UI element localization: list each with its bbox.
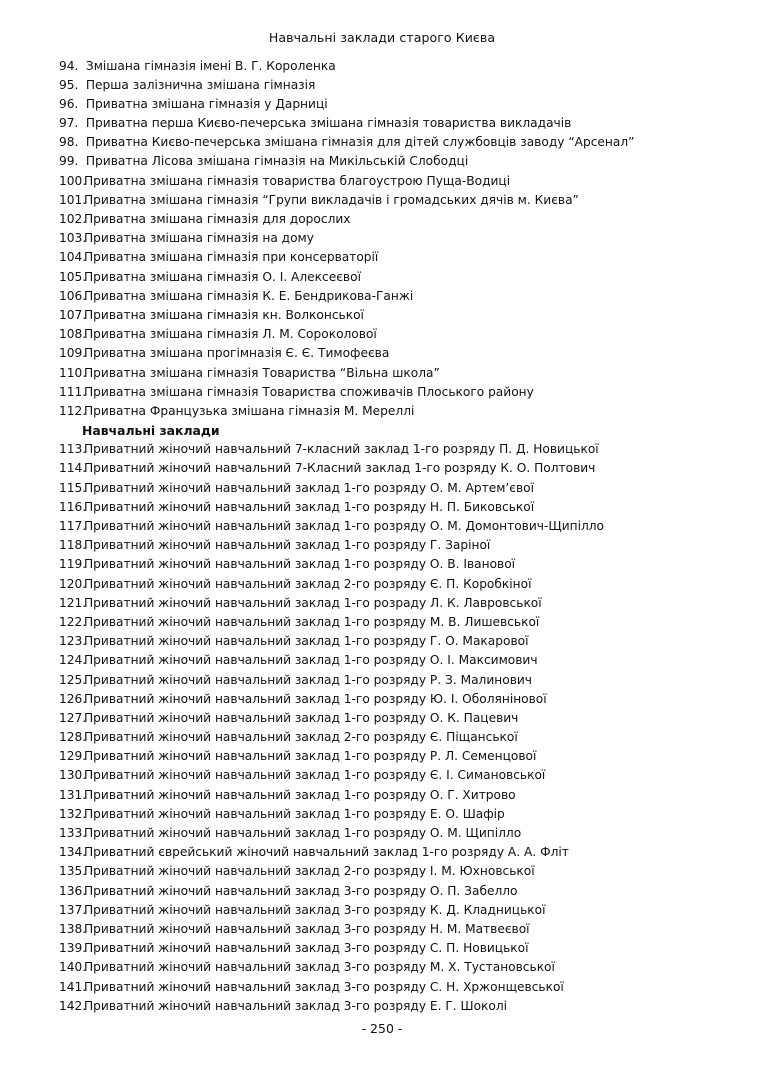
list-item-text: Приватний жіночий навчальний заклад 2-го розряду І. М. Юхновської: [84, 864, 535, 879]
list-item-number: 109.: [59, 346, 87, 361]
list-item-text: Приватна змішана гімназія товариства благоустрою Пуща-Водиці: [84, 173, 511, 188]
list-item: [59, 594, 749, 613]
list-item-number: 119.: [59, 557, 87, 572]
list-item: [59, 632, 749, 651]
list-item: [59, 939, 749, 958]
list-item-text: Приватний жіночий навчальний заклад 3-го розряду Е. Г. Шоколі: [84, 998, 508, 1013]
list-item-number: 127.: [59, 710, 87, 725]
list-item-number: 107.: [59, 307, 87, 322]
list-item-text: Приватна змішана гімназія на дому: [84, 231, 314, 246]
list-item-text: Приватний жіночий навчальний заклад 1-го розряду Ю. І. Оболянінової: [84, 691, 547, 706]
list-item: [59, 786, 749, 805]
list-item-number: 99.: [59, 154, 79, 169]
list-item-number: 137.: [59, 902, 87, 917]
list-item: [59, 440, 749, 459]
list-item: [59, 575, 749, 594]
list-item-text: Приватний жіночий навчальний заклад 1-го розряду Е. О. Шафір: [84, 806, 505, 821]
list-item-text: Приватна змішана гімназія при консерваторії: [84, 250, 379, 265]
list-item: [59, 57, 749, 76]
list-item: [59, 325, 749, 344]
list-item-number: 125.: [59, 672, 87, 687]
list-item-number: 128.: [59, 730, 87, 745]
list-item: [59, 978, 749, 997]
list-item-number: 114.: [59, 461, 87, 476]
list-item: [59, 690, 749, 709]
list-item-text: Приватний жіночий навчальний заклад 1-го розряду Р. Л. Семенцової: [84, 749, 537, 764]
list-item-text: Приватна змішана гімназія О. І. Алексеєвої: [84, 269, 361, 284]
list-item-text: Приватний жіночий навчальний заклад 3-го розряду С. П. Новицької: [84, 941, 529, 956]
list-item-text: Приватний жіночий навчальний заклад 1-го розряду Г. Заріної: [84, 538, 491, 553]
list-item: [59, 747, 749, 766]
list-item: [59, 191, 749, 210]
list-item-number: 140.: [59, 960, 87, 975]
list-item-number: 115.: [59, 480, 87, 495]
list-item-number: 123.: [59, 634, 87, 649]
list-item-number: 104.: [59, 250, 87, 265]
list-item: [59, 997, 749, 1016]
list-item-number: 122.: [59, 614, 87, 629]
list-item: [59, 805, 749, 824]
list-item: [59, 229, 749, 248]
list-item-text: Приватний жіночий навчальний заклад 3-го розряду Н. М. Матвеєвої: [84, 921, 530, 936]
list-item-number: 118.: [59, 538, 87, 553]
list-item: [59, 613, 749, 632]
list-item-text: Приватний жіночий навчальний заклад 1-го розряду О. Г. Хитрово: [84, 787, 516, 802]
list-item-text: Приватний єврейський жіночий навчальний заклад 1-го розряду А. А. Фліт: [84, 845, 569, 860]
list-item-text: Приватна змішана гімназія Товариства споживачів Плоського району: [84, 384, 534, 399]
list-item-number: 141.: [59, 979, 87, 994]
list-item-number: 126.: [59, 691, 87, 706]
list-item-text: Приватний жіночий навчальний заклад 1-го розряду М. В. Лишевської: [84, 614, 540, 629]
list-item-number: 105.: [59, 269, 87, 284]
list-item-number: 112.: [59, 403, 87, 418]
list-item-number: 97.: [59, 116, 79, 131]
list-item: [59, 268, 749, 287]
list-item-number: 102.: [59, 212, 87, 226]
list-item: [59, 172, 749, 191]
list-item-number: 138.: [59, 921, 87, 936]
list-item-number: 108.: [59, 327, 87, 342]
list-item: [59, 364, 749, 383]
list-item: [59, 843, 749, 862]
list-item-number: 117.: [59, 519, 87, 533]
list-item-text: Приватний жіночий навчальний заклад 1-го розряду О. М. Щипілло: [84, 826, 522, 840]
institutions-list: [59, 57, 749, 1016]
list-item-text: Приватна змішана гімназія Товариства “Вільна школа”: [84, 365, 440, 380]
list-item-text: Приватна перша Києво-печерська змішана гімназія товариства викладачів: [82, 116, 572, 131]
list-item: [59, 709, 749, 728]
list-item: [59, 958, 749, 977]
list-item-text: Змішана гімназія імені В. Г. Короленка: [82, 58, 336, 73]
list-item: [59, 287, 749, 306]
list-item-number: 106.: [59, 288, 87, 303]
list-item-number: 129.: [59, 749, 87, 764]
list-item-text: Приватний жіночий навчальний заклад 3-го розряду К. Д. Кладницької: [84, 902, 546, 917]
list-item: [59, 498, 749, 517]
list-item-text: Приватний жіночий навчальний заклад 1-го розряду О. В. Іванової: [84, 557, 516, 572]
list-item-text: Приватний жіночий навчальний заклад 1-го розряду О. К. Пацевич: [84, 710, 519, 725]
list-item: [59, 920, 749, 939]
list-item-text: Приватна змішана гімназія “Групи викладачів і громадських дячів м. Києва”: [84, 192, 579, 207]
list-item: [59, 459, 749, 478]
list-item-text: Приватний жіночий навчальний 7-класний заклад 1-го розряду П. Д. Новицької: [84, 442, 599, 457]
list-item-number: 124.: [59, 653, 87, 668]
list-item: [59, 210, 749, 229]
list-item-number: 139.: [59, 941, 87, 956]
list-item-text: Приватна Французька змішана гімназія М. Мереллі: [84, 403, 415, 418]
list-item-number: 111.: [59, 384, 87, 399]
list-item-text: Приватний жіночий навчальний заклад 1-го розряду О. І. Максимович: [84, 653, 538, 668]
list-item: [59, 248, 749, 267]
list-item-number: 131.: [59, 787, 87, 802]
list-item-text: Приватний жіночий навчальний заклад 1-го розраду Л. К. Лавровської: [84, 595, 542, 610]
list-item-number: 132.: [59, 806, 87, 821]
list-item: [59, 824, 749, 843]
list-item-text: Приватний жіночий навчальний заклад 1-го розряду Р. З. Малинович: [84, 672, 532, 687]
list-item-text: Приватна Києво-печерська змішана гімназія для дітей службовців заводу “Арсенал”: [82, 135, 635, 150]
list-item-number: 135.: [59, 864, 87, 879]
list-item: [59, 402, 749, 421]
list-item: [59, 728, 749, 747]
list-item-number: 134.: [59, 845, 87, 860]
list-item-text: Приватний жіночий навчальний заклад 1-го розряду Г. О. Макарової: [84, 634, 529, 649]
list-item-text: Приватний жіночий навчальний заклад 2-го розряду Є. Піщанської: [84, 730, 518, 745]
list-item-text: Перша залізнична змішана гімназія: [82, 77, 316, 92]
list-item-number: 95.: [59, 77, 79, 92]
list-item: [59, 152, 749, 171]
list-item-text: Приватний жіночий навчальний заклад 1-го розряду О. М. Артем’євої: [84, 480, 534, 495]
list-item-number: 121.: [59, 595, 87, 610]
list-item: [59, 517, 749, 536]
list-item: [59, 901, 749, 920]
list-item: [59, 651, 749, 670]
list-item: [59, 479, 749, 498]
list-item: [59, 862, 749, 881]
list-item-text: Приватний жіночий навчальний заклад 2-го розряду Є. П. Коробкіної: [84, 576, 532, 591]
list-item: [59, 306, 749, 325]
list-item: [59, 766, 749, 785]
list-item-number: 110.: [59, 365, 87, 380]
running-header: Навчальні заклади старого Києва: [268, 30, 496, 45]
list-item-number: 113.: [59, 442, 87, 457]
list-item-number: 100.: [59, 173, 87, 188]
list-item-text: Приватна змішана гімназія для дорослих: [84, 212, 351, 226]
list-item: [59, 555, 749, 574]
list-item: [59, 344, 749, 363]
list-item-number: 103.: [59, 231, 87, 246]
list-item-text: Приватний жіночий навчальний заклад 1-го розряду Є. І. Симановської: [84, 768, 546, 783]
list-item-text: Приватна змішана гімназія Л. М. Сороколової: [84, 327, 377, 342]
section-heading: Навчальні заклади: [82, 423, 220, 439]
list-item-text: Приватний жіночий навчальний заклад 3-го розряду С. Н. Хржонщевської: [84, 979, 564, 994]
list-item: [59, 882, 749, 901]
list-item-text: Приватний жіночий навчальний заклад 3-го розряду О. П. Забелло: [84, 883, 518, 898]
list-item-number: 136.: [59, 883, 87, 898]
list-item-number: 116.: [59, 499, 87, 514]
list-item-text: Приватний жіночий навчальний заклад 1-го розряду Н. П. Биковської: [84, 499, 535, 514]
list-item: [59, 95, 749, 114]
list-item-number: 142.: [59, 998, 87, 1013]
list-item-text: Приватна змішана гімназія К. Е. Бендрикова-Ганжі: [84, 288, 414, 303]
list-item-number: 94.: [59, 58, 79, 73]
list-item-text: Приватний жіночий навчальний заклад 1-го розряду О. М. Домонтович-Щипілло: [84, 519, 605, 533]
list-item: [59, 536, 749, 555]
list-item-text: Приватна змішана гімназія у Дарниці: [82, 96, 328, 111]
list-item-text: Приватна змішана прогімназія Є. Є. Тимофеєва: [84, 346, 390, 361]
list-item: [59, 76, 749, 95]
list-item-text: Приватна змішана гімназія кн. Волконської: [84, 307, 364, 322]
list-item-number: 133.: [59, 826, 87, 840]
list-item: [59, 114, 749, 133]
list-item-text: Приватна Лісова змішана гімназія на Микільській Слободці: [82, 154, 469, 169]
list-item-number: 130.: [59, 768, 87, 783]
list-item: [59, 671, 749, 690]
page-number: - 250 -: [361, 1021, 403, 1036]
list-item-number: 96.: [59, 96, 79, 111]
list-item: [59, 133, 749, 152]
list-item-number: 101.: [59, 192, 87, 207]
list-item-text: Приватний жіночий навчальний заклад 3-го розряду М. Х. Тустановської: [84, 960, 555, 975]
list-item-number: 98.: [59, 135, 79, 150]
list-item-number: 120.: [59, 576, 87, 591]
list-item-text: Приватний жіночий навчальний 7-Класний заклад 1-го розряду К. О. Полтович: [84, 461, 596, 476]
list-item: [59, 383, 749, 402]
